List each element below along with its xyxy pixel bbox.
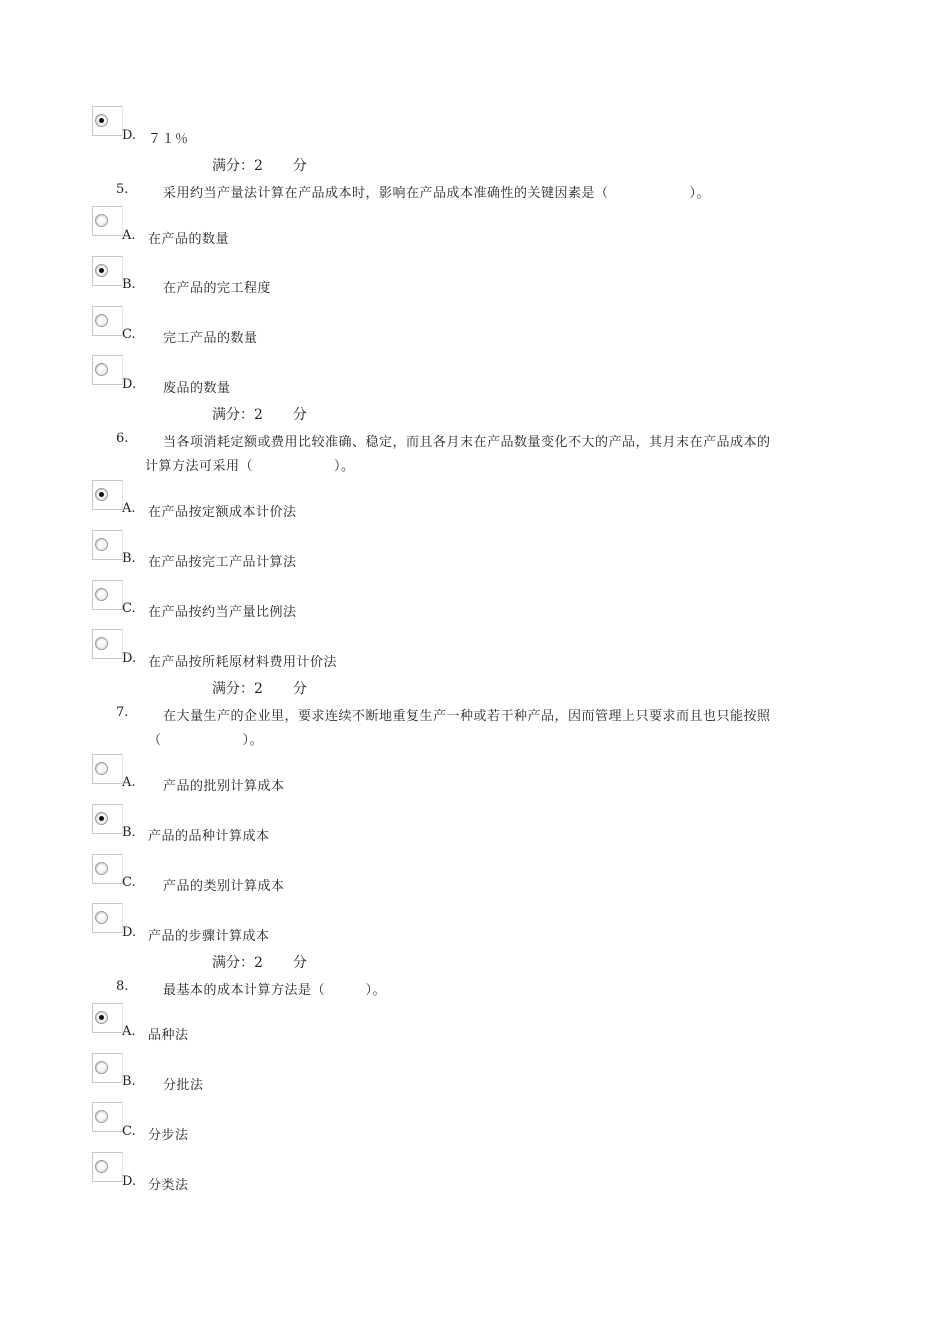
option-letter: B.: [122, 825, 136, 840]
question-text-continued: （ ）。: [148, 733, 264, 748]
option-letter: D.: [122, 128, 137, 143]
option-letter: C.: [122, 875, 136, 890]
option-letter: A.: [122, 228, 136, 243]
option-text: 在产品按所耗原材料费用计价法: [148, 655, 338, 670]
option-text: 分批法: [163, 1078, 204, 1093]
option-letter: A.: [122, 501, 136, 516]
radio-unchecked-icon: [95, 314, 108, 327]
radio-checked-icon: [95, 812, 108, 825]
score-unit: 分: [292, 955, 307, 971]
option-text: ７１％: [148, 132, 189, 147]
option-letter: B.: [122, 1074, 136, 1089]
score-label: 满分：: [212, 407, 254, 423]
question-number: 8.: [116, 979, 129, 994]
radio-unchecked-icon: [95, 762, 108, 775]
radio-unchecked-icon: [95, 538, 108, 551]
option-letter: B.: [122, 551, 136, 566]
option-text: 废品的数量: [163, 381, 231, 396]
radio-unchecked-icon: [95, 911, 108, 924]
score-line: [212, 952, 307, 972]
score-value: 2: [254, 955, 263, 971]
radio-q8-d[interactable]: [92, 1152, 123, 1182]
option-letter: D.: [122, 377, 137, 392]
score-label: 满分：: [212, 158, 254, 174]
option-letter: D.: [122, 925, 137, 940]
radio-q7-d[interactable]: [92, 903, 123, 933]
radio-unchecked-icon: [95, 1061, 108, 1074]
score-unit: 分: [292, 681, 307, 697]
option-text: 分类法: [148, 1178, 189, 1193]
score-label: 满分：: [212, 955, 254, 971]
radio-dot-icon: [99, 816, 104, 821]
radio-unchecked-icon: [95, 588, 108, 601]
radio-q8-a[interactable]: [92, 1003, 123, 1033]
radio-dot-icon: [99, 1015, 104, 1020]
option-letter: A.: [122, 775, 136, 790]
option-text: 在产品按完工产品计算法: [148, 555, 297, 570]
score-label: 满分：: [212, 681, 254, 697]
radio-q6-b[interactable]: [92, 530, 123, 560]
radio-unchecked-icon: [95, 862, 108, 875]
radio-q7-b[interactable]: [92, 804, 123, 834]
radio-q5-b[interactable]: [92, 256, 123, 286]
radio-q6-d[interactable]: [92, 629, 123, 659]
question-number: 7.: [116, 705, 129, 720]
radio-unchecked-icon: [95, 1160, 108, 1173]
score-value: 2: [254, 407, 263, 423]
radio-dot-icon: [99, 268, 104, 273]
radio-checked-icon: [95, 488, 108, 501]
option-text: 在产品按约当产量比例法: [148, 605, 297, 620]
option-text: 产品的步骤计算成本: [148, 929, 270, 944]
radio-unchecked-icon: [95, 637, 108, 650]
option-text: 在产品的完工程度: [163, 281, 272, 296]
question-text: 在大量生产的企业里，要求连续不断地重复生产一种或若干种产品，因而管理上只要求而且也只能按照: [163, 709, 771, 724]
question-text: 当各项消耗定额或费用比较准确、稳定，而且各月末在产品数量变化不大的产品，其月末在产品成本的: [163, 435, 771, 450]
score-unit: 分: [292, 158, 307, 174]
radio-unchecked-icon: [95, 1110, 108, 1123]
option-text: 在产品按定额成本计价法: [148, 505, 297, 520]
score-value: 2: [254, 681, 263, 697]
radio-q5-c[interactable]: [92, 306, 123, 336]
radio-q5-d[interactable]: [92, 355, 123, 385]
radio-q7-c[interactable]: [92, 854, 123, 884]
option-letter: C.: [122, 601, 136, 616]
radio-dot-icon: [99, 118, 104, 123]
radio-q7-a[interactable]: [92, 754, 123, 784]
option-letter: C.: [122, 1124, 136, 1139]
question-number: 6.: [116, 431, 129, 446]
radio-q8-b[interactable]: [92, 1053, 123, 1083]
score-line: [212, 404, 307, 424]
option-text: 在产品的数量: [148, 232, 230, 247]
option-letter: C.: [122, 327, 136, 342]
question-text: 采用约当产量法计算在产品成本时，影响在产品成本准确性的关键因素是（ ）。: [163, 186, 711, 201]
question-text: 最基本的成本计算方法是（ ）。: [163, 983, 387, 998]
radio-q5-a[interactable]: [92, 206, 123, 236]
option-letter: B.: [122, 277, 136, 292]
radio-q4-d[interactable]: [92, 106, 123, 136]
option-text: 产品的类别计算成本: [163, 879, 285, 894]
radio-q6-a[interactable]: [92, 480, 123, 510]
score-line: [212, 678, 307, 698]
option-letter: D.: [122, 1174, 137, 1189]
option-text: 产品的品种计算成本: [148, 829, 270, 844]
radio-unchecked-icon: [95, 363, 108, 376]
radio-checked-icon: [95, 264, 108, 277]
radio-checked-icon: [95, 114, 108, 127]
score-value: 2: [254, 158, 263, 174]
score-line: [212, 155, 307, 175]
radio-q6-c[interactable]: [92, 580, 123, 610]
option-text: 产品的批别计算成本: [163, 779, 285, 794]
radio-dot-icon: [99, 492, 104, 497]
radio-unchecked-icon: [95, 214, 108, 227]
radio-checked-icon: [95, 1011, 108, 1024]
option-text: 完工产品的数量: [163, 331, 258, 346]
question-text-continued: 计算方法可采用（ ）。: [145, 459, 355, 474]
radio-q8-c[interactable]: [92, 1102, 123, 1132]
question-number: 5.: [116, 182, 129, 197]
option-letter: A.: [122, 1024, 136, 1039]
score-unit: 分: [292, 407, 307, 423]
option-text: 分步法: [148, 1128, 189, 1143]
option-letter: D.: [122, 651, 137, 666]
option-text: 品种法: [148, 1028, 189, 1043]
